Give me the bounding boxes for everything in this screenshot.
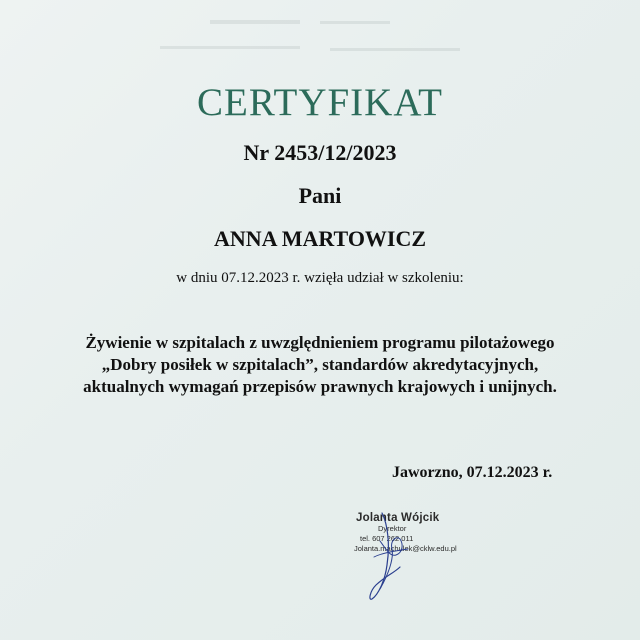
recipient-name: ANNA MARTOWICZ <box>213 226 427 251</box>
place-and-date: Jaworzno, 07.12.2023 r. <box>392 464 553 481</box>
training-topic <box>0 332 640 398</box>
participation-statement: w dniu 07.12.2023 r. wzięła udział w szkoleniu: <box>176 270 464 286</box>
stamp-role: Dyrektor <box>378 524 407 533</box>
stamp-name: Jolanta Wójcik <box>356 512 440 524</box>
faded-header-marks <box>140 18 500 68</box>
certificate-number: Nr 2453/12/2023 <box>243 140 397 165</box>
stamp-phone: tel. 607 262 011 <box>360 534 414 543</box>
certificate-title: CERTYFIKAT <box>197 81 443 124</box>
training-topic-line: aktualnych wymagań przepisów prawnych krajowych i unijnych. <box>83 377 557 396</box>
director-stamp <box>356 512 506 554</box>
training-topic-line: Żywienie w szpitalach z uwzględnieniem programu pilotażowego <box>85 333 555 352</box>
stamp-email: Jolanta.machulek@cklw.edu.pl <box>354 544 457 553</box>
training-topic-line: „Dobry posiłek w szpitalach”, standardów akredytacyjnych, <box>101 355 539 374</box>
salutation: Pani <box>298 183 342 208</box>
